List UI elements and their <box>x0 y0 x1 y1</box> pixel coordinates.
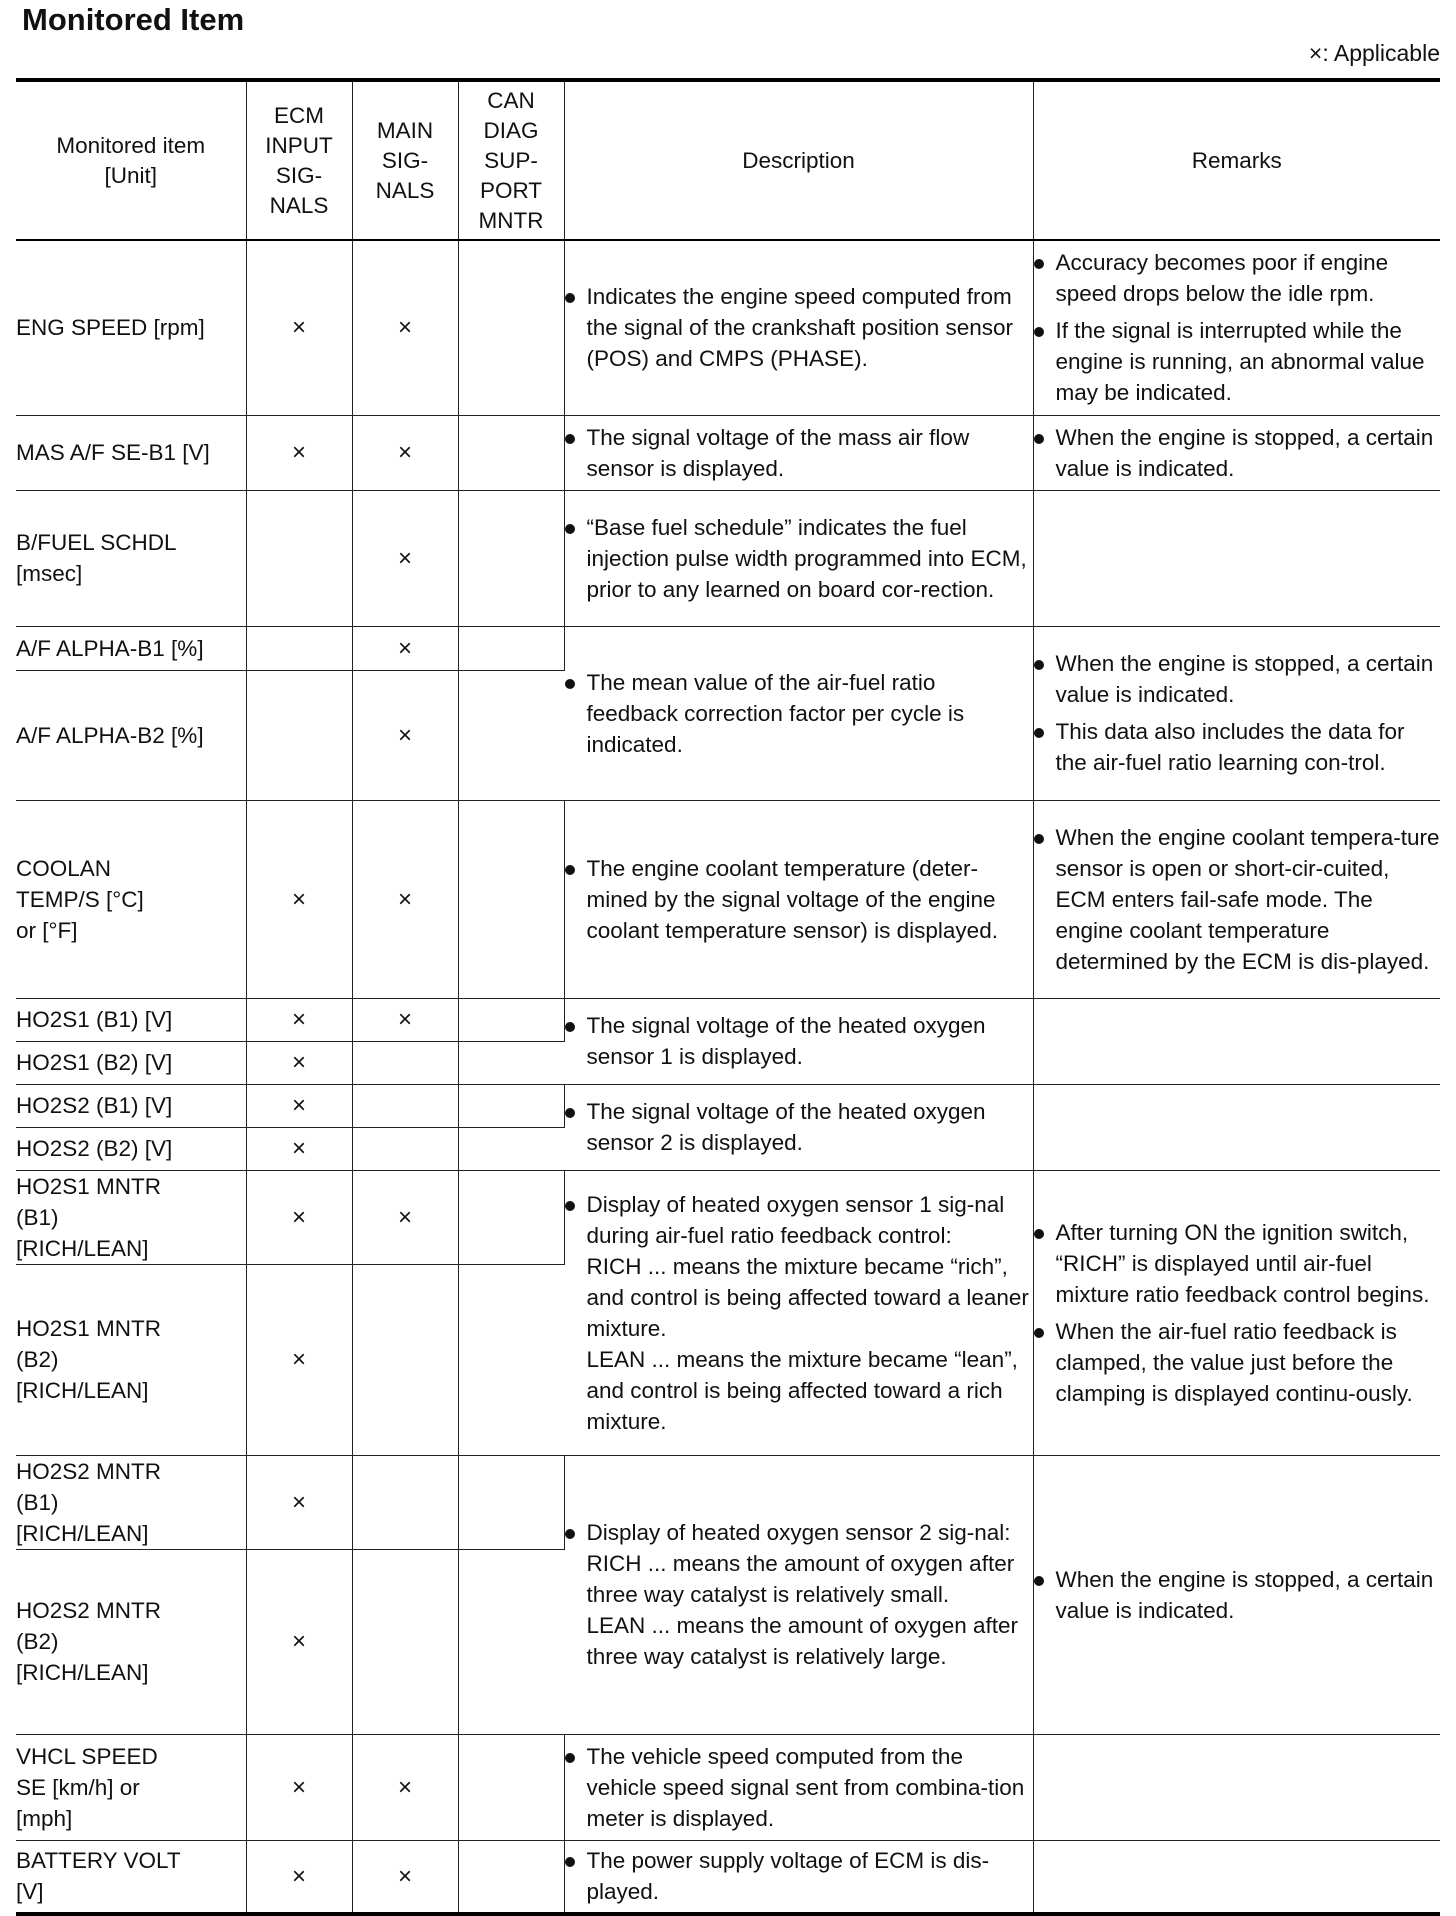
ecm-input-mark: × <box>246 1455 352 1549</box>
item-name: HO2S2 (B2) [V] <box>16 1127 246 1170</box>
header-monitored-item: Monitored item [Unit] <box>16 80 246 240</box>
remark-bullet: When the engine is stopped, a certain value is indicated. <box>1034 648 1441 710</box>
can-diag-mark <box>458 1840 564 1914</box>
table-row <box>16 1455 1440 1549</box>
main-signal-mark: × <box>352 1734 458 1840</box>
description-cell <box>564 240 1033 415</box>
table-row <box>16 998 1440 1041</box>
description-cell <box>564 800 1033 998</box>
item-name: A/F ALPHA-B1 [%] <box>16 626 246 670</box>
remarks-cell <box>1033 1084 1440 1170</box>
item-name: MAS A/F SE-B1 [V] <box>16 415 246 490</box>
remark-bullet: When the engine coolant tempera-ture sensor is open or short-cir-cuited, ECM enters fail-safe mode. The engine coolant temperature determined by the ECM is dis-played. <box>1034 822 1441 977</box>
can-diag-mark <box>458 800 564 998</box>
main-signal-mark: × <box>352 1170 458 1264</box>
description-bullet: The power supply voltage of ECM is dis-played. <box>565 1845 1033 1907</box>
can-diag-mark <box>458 1455 564 1549</box>
item-name: HO2S2 MNTR (B1) [RICH/LEAN] <box>16 1455 246 1549</box>
remark-bullet: When the engine is stopped, a certain value is indicated. <box>1034 1564 1441 1626</box>
ecm-input-mark: × <box>246 1084 352 1127</box>
table-row <box>16 1734 1440 1840</box>
ecm-input-mark: × <box>246 1840 352 1914</box>
remarks-cell <box>1033 998 1440 1084</box>
header-remarks: Remarks <box>1033 80 1440 240</box>
main-signal-mark: × <box>352 240 458 415</box>
ecm-input-mark: × <box>246 415 352 490</box>
description-cell <box>564 998 1033 1084</box>
main-signal-mark <box>352 1455 458 1549</box>
remark-bullet: Accuracy becomes poor if engine speed drops below the idle rpm. <box>1034 247 1441 309</box>
main-signal-mark <box>352 1084 458 1127</box>
ecm-input-mark: × <box>246 1127 352 1170</box>
table-row <box>16 240 1440 415</box>
description-cell <box>564 1455 1033 1734</box>
description-bullet: Indicates the engine speed computed from the signal of the crankshaft position sensor (POS) and CMPS (PHASE). <box>565 281 1033 374</box>
remarks-cell <box>1033 1455 1440 1734</box>
header-main-signals: MAIN SIG-NALS <box>352 80 458 240</box>
remarks-cell <box>1033 800 1440 998</box>
table-row <box>16 490 1440 626</box>
remarks-cell <box>1033 1170 1440 1455</box>
main-signal-mark: × <box>352 415 458 490</box>
remarks-cell <box>1033 1734 1440 1840</box>
item-name: B/FUEL SCHDL [msec] <box>16 490 246 626</box>
description-bullet: Display of heated oxygen sensor 2 sig-nal: RICH ... means the amount of oxygen after three way catalyst is relatively small. LEAN ... means the amount of oxygen after three way catalyst is relatively large. <box>565 1517 1033 1672</box>
ecm-input-mark: × <box>246 1041 352 1084</box>
item-name: A/F ALPHA-B2 [%] <box>16 670 246 800</box>
main-signal-mark: × <box>352 670 458 800</box>
header-can-diag-support-mntr: CAN DIAG SUP-PORT MNTR <box>458 80 564 240</box>
description-bullet: The signal voltage of the heated oxygen sensor 2 is displayed. <box>565 1096 1033 1158</box>
table-row <box>16 1170 1440 1264</box>
header-row <box>16 80 1440 240</box>
description-bullet: The signal voltage of the mass air flow sensor is displayed. <box>565 422 1033 484</box>
header-ecm-input-signals: ECM INPUT SIG-NALS <box>246 80 352 240</box>
item-name: HO2S1 MNTR (B1) [RICH/LEAN] <box>16 1170 246 1264</box>
description-cell <box>564 1170 1033 1455</box>
remarks-cell <box>1033 1840 1440 1914</box>
remark-bullet: When the engine is stopped, a certain value is indicated. <box>1034 422 1441 484</box>
description-cell <box>564 1734 1033 1840</box>
can-diag-mark <box>458 998 564 1041</box>
can-diag-mark <box>458 1041 564 1084</box>
can-diag-mark <box>458 1549 564 1734</box>
can-diag-mark <box>458 490 564 626</box>
description-cell <box>564 1840 1033 1914</box>
ecm-input-mark <box>246 670 352 800</box>
item-name: BATTERY VOLT [V] <box>16 1840 246 1914</box>
description-bullet: The vehicle speed computed from the vehicle speed signal sent from combina-tion meter is displayed. <box>565 1741 1033 1834</box>
ecm-input-mark: × <box>246 1549 352 1734</box>
table-row <box>16 1840 1440 1914</box>
can-diag-mark <box>458 240 564 415</box>
can-diag-mark <box>458 1084 564 1127</box>
ecm-input-mark: × <box>246 1170 352 1264</box>
remark-bullet: If the signal is interrupted while the engine is running, an abnormal value may be indicated. <box>1034 315 1441 408</box>
can-diag-mark <box>458 1127 564 1170</box>
item-name: VHCL SPEED SE [km/h] or [mph] <box>16 1734 246 1840</box>
can-diag-mark <box>458 626 564 670</box>
item-name: HO2S2 (B1) [V] <box>16 1084 246 1127</box>
description-cell <box>564 626 1033 800</box>
table-row <box>16 800 1440 998</box>
monitored-item-table <box>16 78 1440 1916</box>
item-name: HO2S1 MNTR (B2) [RICH/LEAN] <box>16 1264 246 1455</box>
description-bullet: The mean value of the air-fuel ratio feedback correction factor per cycle is indicated. <box>565 667 1033 760</box>
description-cell <box>564 1084 1033 1170</box>
main-signal-mark: × <box>352 626 458 670</box>
remarks-cell <box>1033 626 1440 800</box>
table-row <box>16 626 1440 670</box>
remark-bullet: When the air-fuel ratio feedback is clamped, the value just before the clamping is displayed continu-ously. <box>1034 1316 1441 1409</box>
legend-applicable: ×: Applicable <box>1308 40 1440 66</box>
remarks-cell <box>1033 415 1440 490</box>
can-diag-mark <box>458 1170 564 1264</box>
description-bullet: Display of heated oxygen sensor 1 sig-nal during air-fuel ratio feedback control: RICH ... means the mixture became “rich”, and control is being affected toward a leaner mixture. LEAN ... means the mixture became “lean”, and control is being affected toward a rich mixture. <box>565 1189 1033 1437</box>
main-signal-mark: × <box>352 800 458 998</box>
description-bullet: “Base fuel schedule” indicates the fuel injection pulse width programmed into ECM, prior to any learned on board cor-rection. <box>565 512 1033 605</box>
main-signal-mark: × <box>352 1840 458 1914</box>
ecm-input-mark <box>246 626 352 670</box>
ecm-input-mark: × <box>246 1734 352 1840</box>
description-bullet: The engine coolant temperature (deter-mined by the signal voltage of the engine coolant temperature sensor) is displayed. <box>565 853 1033 946</box>
ecm-input-mark: × <box>246 240 352 415</box>
main-signal-mark: × <box>352 490 458 626</box>
item-name: HO2S1 (B1) [V] <box>16 998 246 1041</box>
item-name: HO2S1 (B2) [V] <box>16 1041 246 1084</box>
can-diag-mark <box>458 670 564 800</box>
main-signal-mark <box>352 1127 458 1170</box>
main-signal-mark: × <box>352 998 458 1041</box>
description-bullet: The signal voltage of the heated oxygen sensor 1 is displayed. <box>565 1010 1033 1072</box>
description-cell <box>564 415 1033 490</box>
item-name: ENG SPEED [rpm] <box>16 240 246 415</box>
description-cell <box>564 490 1033 626</box>
can-diag-mark <box>458 1734 564 1840</box>
main-signal-mark <box>352 1041 458 1084</box>
ecm-input-mark: × <box>246 800 352 998</box>
ecm-input-mark <box>246 490 352 626</box>
remark-bullet: This data also includes the data for the air-fuel ratio learning con-trol. <box>1034 716 1441 778</box>
item-name: HO2S2 MNTR (B2) [RICH/LEAN] <box>16 1549 246 1734</box>
remarks-cell <box>1033 490 1440 626</box>
page-title: Monitored Item <box>22 2 245 37</box>
main-signal-mark <box>352 1549 458 1734</box>
table-row <box>16 1084 1440 1127</box>
can-diag-mark <box>458 415 564 490</box>
item-name: COOLAN TEMP/S [°C] or [°F] <box>16 800 246 998</box>
table-row <box>16 415 1440 490</box>
remarks-cell <box>1033 240 1440 415</box>
can-diag-mark <box>458 1264 564 1455</box>
ecm-input-mark: × <box>246 1264 352 1455</box>
main-signal-mark <box>352 1264 458 1455</box>
remark-bullet: After turning ON the ignition switch, “RICH” is displayed until air-fuel mixture ratio feedback control begins. <box>1034 1217 1441 1310</box>
ecm-input-mark: × <box>246 998 352 1041</box>
header-description: Description <box>564 80 1033 240</box>
